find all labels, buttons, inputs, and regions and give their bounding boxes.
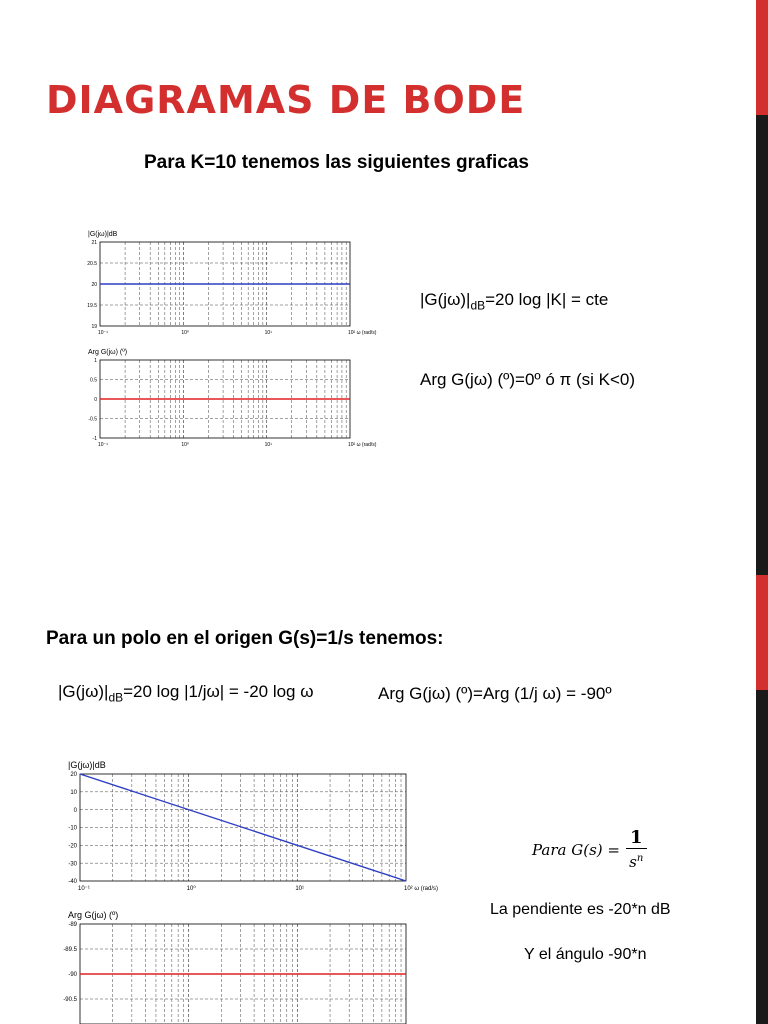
bode-magnitude-pole-chart bbox=[50, 750, 450, 895]
y-tick-label: 0 bbox=[73, 807, 77, 814]
k-magnitude-formula bbox=[420, 290, 608, 312]
angle-note: Y el ángulo -90*n bbox=[524, 946, 647, 963]
y-tick-label: -30 bbox=[68, 861, 77, 868]
sidebar-accent-top bbox=[756, 0, 768, 115]
x-tick-label: 10⁰ bbox=[186, 886, 196, 892]
x-tick-label: 10⁻¹ bbox=[78, 886, 90, 892]
general-fraction-numerator: 1 bbox=[626, 828, 647, 849]
y-tick-label: -10 bbox=[68, 825, 77, 832]
y-tick-label: -0.5 bbox=[88, 416, 97, 423]
pole-magnitude-formula bbox=[58, 682, 314, 704]
x-tick-label: 10⁰ bbox=[181, 442, 189, 448]
bode-phase-pole-chart bbox=[50, 906, 450, 1024]
y-tick-label: -20 bbox=[68, 843, 77, 850]
y-tick-label: 19 bbox=[91, 323, 97, 330]
y-tick-label: 0 bbox=[94, 396, 97, 403]
pole-magnitude-formula-rest: =20 log |1/jω| = -20 log ω bbox=[123, 682, 314, 701]
slope-note: La pendiente es -20*n dB bbox=[490, 901, 671, 918]
x-tick-label: 10⁰ bbox=[181, 330, 189, 336]
sidebar-dark-bottom bbox=[756, 690, 768, 1024]
y-tick-label: 1 bbox=[94, 357, 97, 364]
y-tick-label: 21 bbox=[91, 239, 97, 246]
y-tick-label: -90.5 bbox=[63, 997, 77, 1004]
pole-phase-formula: Arg G(jω) (º)=Arg (1/j ω) = -90º bbox=[378, 684, 612, 703]
general-fraction-exponent: n bbox=[636, 853, 644, 864]
general-fraction-base: s bbox=[629, 853, 637, 871]
x-tick-label: 10⁻¹ bbox=[98, 442, 108, 448]
y-tick-label: 20 bbox=[70, 772, 77, 779]
pole-magnitude-formula-sub: dB bbox=[108, 690, 124, 705]
general-fraction bbox=[532, 828, 647, 872]
y-tick-label: 20.5 bbox=[87, 260, 97, 267]
x-tick-label: 10² ω (rad/s) bbox=[404, 886, 439, 892]
x-tick-label: 10² ω (rad/s) bbox=[348, 442, 377, 448]
y-tick-label: -40 bbox=[68, 879, 77, 886]
y-axis-label: Arg G(jω) (º) bbox=[68, 910, 119, 920]
sidebar-dark-top bbox=[756, 115, 768, 575]
y-tick-label: 10 bbox=[70, 789, 77, 796]
pole-magnitude-formula-prefix: |G(jω)| bbox=[58, 682, 109, 701]
y-axis-label: |G(jω)|dB bbox=[68, 760, 106, 770]
sidebar-accent-mid bbox=[756, 575, 768, 690]
y-tick-label: 19.5 bbox=[87, 302, 97, 309]
x-tick-label: 10¹ bbox=[295, 886, 305, 892]
y-axis-label: |G(jω)|dB bbox=[88, 231, 118, 238]
x-tick-label: 10¹ bbox=[264, 330, 272, 336]
k-magnitude-formula-prefix: |G(jω)| bbox=[420, 290, 471, 309]
x-tick-label: 10⁻¹ bbox=[98, 330, 108, 336]
bode-magnitude-k-chart bbox=[70, 222, 400, 336]
general-fraction-lhs: Para G(s) = bbox=[532, 841, 620, 859]
slide-subtitle: Para K=10 tenemos las siguientes graficas bbox=[144, 152, 529, 173]
bode-phase-k-chart bbox=[70, 340, 400, 450]
k-magnitude-formula-rest: =20 log |K| = cte bbox=[485, 290, 609, 309]
y-tick-label: -90 bbox=[68, 972, 77, 979]
y-tick-label: -1 bbox=[92, 435, 97, 442]
y-axis-label: Arg G(jω) (º) bbox=[88, 349, 128, 356]
y-tick-label: -89.5 bbox=[63, 947, 77, 954]
x-tick-label: 10¹ bbox=[264, 442, 272, 448]
x-tick-label: 10² ω (rad/s) bbox=[348, 330, 377, 336]
y-tick-label: 0.5 bbox=[90, 377, 97, 384]
pole-section-heading: Para un polo en el origen G(s)=1/s tenemos: bbox=[46, 628, 444, 649]
y-tick-label: 20 bbox=[91, 281, 97, 288]
slide-title: DIAGRAMAS DE BODE bbox=[46, 78, 526, 122]
k-phase-formula: Arg G(jω) (º)=0º ó π (si K<0) bbox=[420, 370, 636, 389]
k-magnitude-formula-sub: dB bbox=[470, 298, 486, 313]
y-tick-label: -89 bbox=[68, 922, 77, 929]
